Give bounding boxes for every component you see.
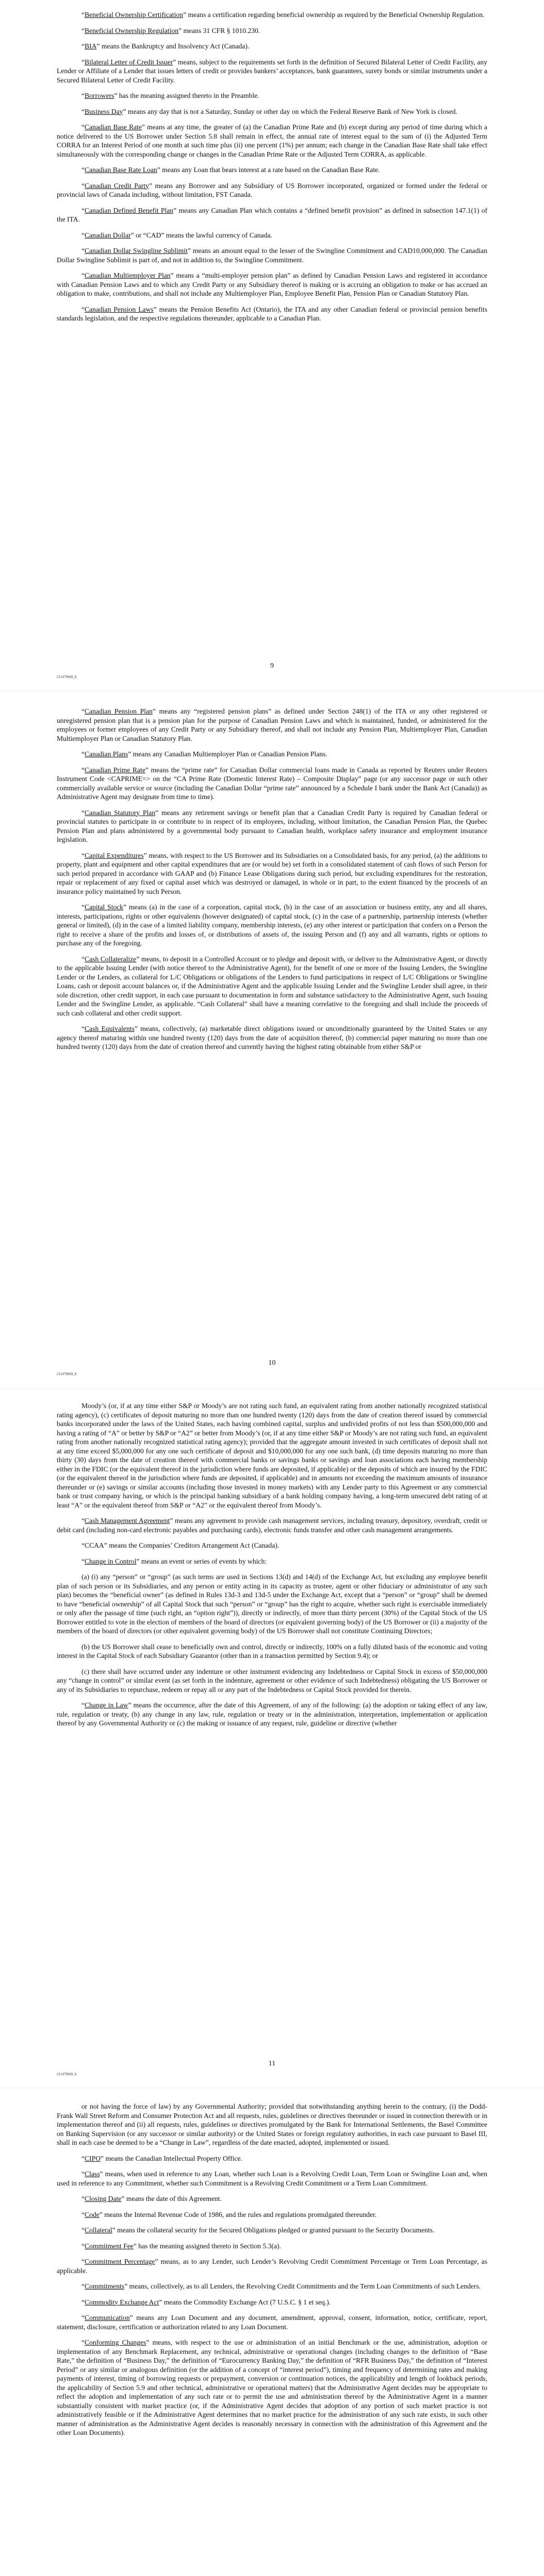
definition-text: means, to deposit in a Controlled Account or to pledge and deposit with, or deliver to the Administrative Agent, or directly to the applicable Issuing Lender (with notice thereof to the Administrative Agent), for the benefit of one or more of the Issuing Lenders, the Swingline Lender or the Lenders, as collateral for L/C Obligations or obligations of the Lenders to fund participations in respect of L/C Obligations or Swingline Loans, cash or deposit account balances or, if the Administrative Agent and the applicable Issuing Lender and the Swingline Lender shall agree, in their sole discretion, other credit support, in each case pursuant to documentation in form and substance satisfactory to the Administrative Agent, such Issuing Lender and the Swingline Lender, as applicable. “Cash Collateral” shall have a meaning correlative to the foregoing and shall include the proceeds of such cash collateral and other credit support.	[57, 955, 487, 1017]
definition-paragraph: “Canadian Dollar Swingline Sublimit” means an amount equal to the lesser of the Swingline Commitment and CAD10,000,000. The Canadian Dollar Swingline Sublimit is part of, and not in addition to, the Swingline Commitment.	[57, 247, 487, 264]
page-11	[0, 1401, 544, 1735]
definition-paragraph: “Canadian Defined Benefit Plan” means any Canadian Plan which contains a “defined benefit provision” as defined in subsection 147.1(1) of the ITA.	[57, 206, 487, 223]
definition-paragraph: “Class” means, when used in reference to any Loan, whether such Loan is a Revolving Credit Loan, Term Loan or Swingline Loan and, when used in reference to any Commitment, whether such Commitment is a Revolving Credit Commitment or a Term Loan Commitment.	[57, 2170, 487, 2187]
defined-term: Business Day	[85, 107, 123, 115]
definition-text: or not having the force of law) by any Governmental Authority; provided that notwithstanding anything herein to the contrary, (i) the Dodd-Frank Wall Street Reform and Consumer Protection Act and all requests, rules, guidelines or directives thereunder or issued in connection therewith or in implementation thereof and (ii) all requests, rules, guidelines or directives promulgated by the Bank for International Settlements, the Basel Committee on Banking Supervision (or any successor or similar authority) or the United States or foreign regulatory authorities, in each case pursuant to Basel III, shall in each case be deemed to be a “Change in Law”, regardless of the date enacted, adopted, implemented or issued.	[57, 2103, 487, 2146]
defined-term: Commodity Exchange Act	[85, 2298, 159, 2306]
definition-text: means, collectively, as to all Lenders, the Revolving Credit Commitments and the Term Loan Commitments of such Lenders.	[127, 2282, 481, 2290]
defined-term: Canadian Dollar Swingline Sublimit	[85, 247, 188, 255]
defined-term: Cash Equivalents	[85, 1025, 135, 1032]
defined-term: Canadian Dollar	[85, 231, 131, 239]
definition-text: means the Internal Revenue Code of 1986, and the rules and regulations promulgated thereunder.	[102, 2210, 377, 2218]
definition-paragraph: “Canadian Plans” means any Canadian Multiemployer Plan or Canadian Pension Plans.	[81, 750, 327, 758]
page-10	[0, 707, 544, 1058]
definition-paragraph: “Canadian Prime Rate” means the “prime rate” for Canadian Dollar commercial loans made in Canada as reported by Reuters under Reuters Instrument Code <CAPRIME=> on the “CA Prime Rate (Domestic Interest Rate) – Composite Display” page (or any successor page or such other commercially available service or source (including the Canadian Dollar “prime rate” announced by a Schedule I bank under the Bank Act (Canada)) as Administrative Agent may designate from time to time).	[57, 766, 487, 801]
definition-paragraph: “Beneficial Ownership Certification” means a certification regarding beneficial ownership as required by the Beneficial Ownership Regulation.	[81, 11, 485, 19]
definition-paragraph: “Bilateral Letter of Credit Issuer” means, subject to the requirements set forth in the definition of Secured Bilateral Letter of Credit Facility, any Lender or Affiliate of a Lender that issues letters of credit or provides bankers’ acceptances, bank guarantees, surety bonds or similar instruments under a Secured Bilateral Letter of Credit Facility.	[57, 58, 487, 84]
definition-paragraph: “Canadian Credit Party” means any Borrower and any Subsidiary of US Borrower incorporated, organized or formed under the federal or provincial laws of Canada including, without limitation, FST Canada.	[57, 181, 487, 198]
definition-paragraph: “Beneficial Ownership Regulation” means 31 CFR § 1010.230.	[81, 26, 260, 35]
definition-paragraph: “Communication” means any Loan Document and any document, amendment, approval, consent, information, notice, certificate, report, statement, disclosure, certification or authorization related to any Loan Document.	[57, 2314, 487, 2331]
definition-paragraph: “Closing Date” means the date of this Agreement.	[81, 2195, 222, 2202]
definition-paragraph: “Conforming Changes” means, with respect to the use or administration of an initial Benchmark or the use, administration, adoption or implementation of any Benchmark Replacement, any technical, administrative or operational changes (including changes to the definition of “Base Rate,” the definition of “Business Day,” the definition of “Eurocurrency Banking Day,” the definition of “RFR Business Day,” the definition of “Interest Period” or any similar or analogous definition (or the addition of a concept of “interest period”), timing and frequency of determining rates and making payments of interest, timing of borrowing requests or prepayment, conversion or continuation notices, the applicability and length of lookback periods, the applicability of Section 5.9 and other technical, administrative or operational matters) that the Administrative Agent decides may be appropriate to reflect the adoption and implementation of any such rate or to permit the use and administration thereof by the Administrative Agent in a manner substantially consistent with market practice (or, if the Administrative Agent decides that adoption of any portion of such market practice is not administratively feasible or if the Administrative Agent determines that no market practice for the administration of any such rate exists, in such other manner of administration as the Administrative Agent decides is reasonably necessary in connection with the administration of this Agreement and the other Loan Documents).	[57, 2338, 488, 2436]
defined-term: Cash Collateralize	[85, 955, 137, 963]
definition-text: means any Canadian Multiemployer Plan or Canadian Pension Plans.	[131, 750, 327, 758]
definition-text: means the “prime rate” for Canadian Dollar commercial loans made in Canada as reported by Reuters under Reuters Instrument Code <CAPRIME=> on the “CA Prime Rate (Domestic Interest Rate) – Composite Display” page (or any successor page or such other commercially available service or source (including the Canadian Dollar “prime rate” announced by a Schedule I bank under the Bank Act (Canada)) as Administrative Agent may designate from time to time).	[57, 766, 487, 801]
defined-term: Communication	[85, 2314, 130, 2321]
defined-term: Capital Stock	[85, 903, 124, 911]
definition-subclause	[57, 1667, 487, 1694]
definition-paragraph: “CIPO” means the Canadian Intellectual Property Office.	[81, 2154, 242, 2162]
page-break	[0, 690, 544, 691]
page-number: 10	[268, 1359, 276, 1367]
page-break	[0, 1388, 544, 1389]
definition-subclause	[57, 1572, 487, 1636]
definition-text: means (a) in the case of a corporation, capital stock, (b) in the case of an association or business entity, any and all shares, interests, participations, rights or other equivalents (however designated) of capital stock, (c) in the case of a partnership, partnership interests (whether general or limited), (d) in the case of a limited liability company, membership interests, (e) any other interest or participation that confers on a Person the right to receive a share of the profits and losses of, or distributions of assets of, the issuing Person and (f) any and all warrants, rights or options to purchase any of the foregoing.	[57, 903, 487, 947]
definition-text: means any agreement to provide cash management services, including treasury, depository, overdraft, credit or debit card (including non-card electronic payables and purchasing cards), electronic funds transfer and other cash management arrangements.	[57, 1517, 487, 1534]
defined-term: CIPO	[85, 2154, 101, 2162]
definition-text: means, as to any Lender, such Lender’s Revolving Credit Commitment Percentage or Term Loan Percentage, as applicable.	[57, 2258, 487, 2275]
defined-term: Canadian Base Rate	[85, 123, 142, 131]
definition-text: means a certification regarding beneficial ownership as required by the Beneficial Ownership Regulation.	[186, 11, 485, 19]
definition-text: means any Loan that bears interest at a rate based on the Canadian Base Rate.	[160, 166, 380, 174]
definition-paragraph	[57, 1401, 487, 1510]
definition-paragraph	[57, 2102, 487, 2147]
definition-text: means 31 CFR § 1010.230.	[182, 26, 260, 35]
definition-paragraph: “Canadian Pension Plan” means any “registered pension plans” as defined under Section 248(1) of the ITA or any other registered or unregistered pension plan that is a pension plan for the purpose of Canadian Pension Laws and which is maintained, funded, or administered for the employees or former employees of any Credit Party or any Subsidiary thereof, and shall not include any Pension Plan, Multiemployer Plan, Canadian Multiemployer Plan or Canadian Statutory Plan.	[57, 707, 487, 742]
defined-term: Canadian Defined Benefit Plan	[85, 206, 174, 214]
definition-paragraph: “Canadian Base Rate” means at any time, the greater of (a) the Canadian Prime Rate and (b) except during any period of time during which a notice delivered to the US Borrower under Section 5.8 shall remain in effect, the annual rate of interest equal to the sum of (i) the Adjusted Term CORRA for an Interest Period of one month at such time plus (ii) one percent (1%) per annum; each change in the Canadian Base Rate shall take effect simultaneously with the corresponding change or changes in the Canadian Prime Rate or the Adjusted Term CORRA, as applicable.	[57, 123, 488, 158]
definition-text: has the meaning assigned thereto in the Preamble.	[117, 92, 259, 99]
definition-text: (c) there shall have occurred under any indenture or other instrument evidencing any Indebtedness or Capital Stock in excess of $50,000,000 any “change in control” or similar event (as set forth in the indenture, agreement or other evidence of such Indebtedness) obligating the US Borrower or any of its Subsidiaries to repurchase, redeem or repay all or any part of the Indebtedness or Capital Stock provided for therein.	[57, 1667, 487, 1693]
definition-text: means any day that is not a Saturday, Sunday or other day on which the Federal Reserve Bank of New York is closed.	[126, 107, 457, 115]
document-id: 211479669_8	[57, 1372, 77, 1376]
defined-term: Canadian Plans	[85, 750, 128, 758]
definition-paragraph: “Cash Collateralize” means, to deposit in a Controlled Account or to pledge and deposit with, or deliver to the Administrative Agent, or directly to the applicable Issuing Lender (with notice thereof to the Administrative Agent), for the benefit of one or more of the Issuing Lenders, the Swingline Lender or the Lenders, as collateral for L/C Obligations or obligations of the Lenders to fund participations in respect of L/C Obligations or Swingline Loans, cash or deposit account balances or, if the Administrative Agent and the applicable Issuing Lender and the Swingline Lender shall agree, in their sole discretion, other credit support, in each case pursuant to documentation in form and substance satisfactory to the Administrative Agent, such Issuing Lender and the Swingline Lender, as applicable. “Cash Collateral” shall have a meaning correlative to the foregoing and shall include the proceeds of such cash collateral and other credit support.	[57, 955, 487, 1017]
document-id: 211479669_8	[57, 675, 77, 679]
defined-term: Canadian Multiemployer Plan	[85, 272, 171, 279]
definition-paragraph: “Capital Stock” means (a) in the case of a corporation, capital stock, (b) in the case of an association or business entity, any and all shares, interests, participations, rights or other equivalents (however designated) of capital stock, (c) in the case of a partnership, partnership interests (whether general or limited), (d) in the case of a limited liability company, membership interests, (e) any other interest or participation that confers on a Person the right to receive a share of the profits and losses of, or distributions of assets of, the issuing Person and (f) any and all warrants, rights or options to purchase any of the foregoing.	[57, 903, 487, 947]
definition-paragraph: “Cash Equivalents” means, collectively, (a) marketable direct obligations issued or unconditionally guaranteed by the United States or any agency thereof maturing within one hundred twenty (120) days from the date of acquisition thereof, (b) commercial paper maturing no more than one hundred twenty (120) days from the date of creation thereof and currently having the highest rating obtainable from either S&P or	[57, 1025, 487, 1050]
definition-text: means, with respect to the US Borrower and its Subsidiaries on a Consolidated basis, for any period, (a) the additions to property, plant and equipment and other capital expenditures that are (or would be) set forth in a consolidated statement of cash flows of such Person for such period prepared in accordance with GAAP and (b) Finance Lease Obligations during such period, but excluding expenditures for the restoration, repair or replacement of any fixed or capital asset which was destroyed or damaged, in whole or in part, to the extent financed by the proceeds of an insurance policy maintained by such Person.	[57, 851, 487, 895]
definition-paragraph: “Code” means the Internal Revenue Code of 1986, and the rules and regulations promulgated thereunder.	[81, 2210, 377, 2218]
definition-text: means any Canadian Plan which contains a “defined benefit provision” as defined in subsection 147.1(1) of the ITA.	[57, 206, 487, 223]
defined-term: Code	[85, 2210, 100, 2218]
definition-paragraph: “Canadian Multiemployer Plan” means a “multi-employer pension plan” as defined by Canadian Pension Laws and registered in accordance with Canadian Pension Laws and to which any Credit Party or any Subsidiary thereof is making or is accruing an obligation to make or has accrued an obligation to make, contributions, and shall not include any Multiemployer Plan, Employee Benefit Plan, Pension Plan or Canadian Statutory Plan.	[57, 272, 487, 297]
definition-paragraph: “Change in Law” means the occurrence, after the date of this Agreement, of any of the following: (a) the adoption or taking effect of any law, rule, regulation or treaty, (b) any change in any law, rule, regulation or treaty or in the administration, interpretation, implementation or application thereof by any Governmental Authority or (c) the making or issuance of any request, rule, guideline or directive (whether	[57, 1701, 487, 1727]
definition-paragraph: “Canadian Pension Laws” means the Pension Benefits Act (Ontario), the ITA and any other Canadian federal or provincial pension benefits standards legislation, and the respective regulations thereunder, applicable to a Canadian Plan.	[57, 305, 487, 322]
definition-subclause	[57, 1642, 487, 1660]
definition-text: means, with respect to the use or administration of an initial Benchmark or the use, administration, adoption or implementation of any Benchmark Replacement, any technical, administrative or operational changes (including changes to the definition of “Base Rate,” the definition of “Business Day,” the definition of “Eurocurrency Banking Day,” the definition of “RFR Business Day,” the definition of “Interest Period” or any similar or analogous definition (or the addition of a concept of “interest period”), timing and frequency of determining rates and making payments of interest, timing of borrowing requests or prepayment, conversion or continuation notices, the applicability and length of lookback periods, the applicability of Section 5.9 and other technical, administrative or operational matters) that the Administrative Agent decides may be appropriate to reflect the adoption and implementation of any such rate or to permit the use and administration thereof by the Administrative Agent in a manner substantially consistent with market practice (or, if the Administrative Agent decides that adoption of any portion of such market practice is not administratively feasible or if the Administrative Agent determines that no market practice for the administration of any such rate exists, in such other manner of administration as the Administrative Agent decides is reasonably necessary in connection with the administration of this Agreement and the other Loan Documents).	[57, 2338, 488, 2436]
defined-term: Beneficial Ownership Regulation	[85, 26, 179, 35]
definition-text: means, when used in reference to any Loan, whether such Loan is a Revolving Credit Loan, Term Loan or Swingline Loan and, when used in reference to any Commitment, whether such Commitment is a Revolving Credit Commitment or a Term Loan Commitment.	[57, 2170, 487, 2187]
page-12	[0, 2102, 544, 2444]
definition-text: means any “registered pension plans” as defined under Section 248(1) of the ITA or any other registered or unregistered pension plan that is a pension plan for the purpose of Canadian Pension Laws and which is maintained, funded, or administered for the employees or former employees of any Credit Party or any Subsidiary thereof, and shall not include any Pension Plan, Multiemployer Plan, Canadian Multiemployer Plan or Canadian Statutory Plan.	[57, 707, 487, 742]
definition-paragraph: “Commitment Percentage” means, as to any Lender, such Lender’s Revolving Credit Commitment Percentage or Term Loan Percentage, as applicable.	[57, 2258, 487, 2275]
defined-term: Bilateral Letter of Credit Issuer	[85, 58, 173, 66]
definition-text: or “CAD” means the lawful currency of Canada.	[134, 231, 272, 239]
defined-term: Class	[85, 2170, 100, 2178]
defined-term: Cash Management Agreement	[85, 1517, 170, 1524]
defined-term: Beneficial Ownership Certification	[85, 11, 184, 19]
definition-paragraph: “Capital Expenditures” means, with respect to the US Borrower and its Subsidiaries on a Consolidated basis, for any period, (a) the additions to property, plant and equipment and other capital expenditures that are (or would be) set forth in a consolidated statement of cash flows of such Person for such period prepared in accordance with GAAP and (b) Finance Lease Obligations during such period, but excluding expenditures for the restoration, repair or replacement of any fixed or capital asset which was destroyed or damaged, in whole or in part, to the extent financed by the proceeds of an insurance policy maintained by such Person.	[57, 851, 487, 895]
definition-text: means any Loan Document and any document, amendment, approval, consent, information, notice, certificate, report, statement, disclosure, certification or authorization related to any Loan Document.	[57, 2314, 487, 2331]
definition-text: means the Canadian Intellectual Property Office.	[104, 2154, 242, 2162]
defined-term: Capital Expenditures	[85, 851, 144, 859]
document-id: 211479669_8	[57, 2072, 77, 2076]
definition-text: (b) the US Borrower shall cease to beneficially own and control, directly or indirectly, 100% on a fully diluted basis of the economic and voting interest in the Capital Stock of each Subsidiary Guarantor (other than in a transaction permitted by Section 9.4); or	[57, 1642, 487, 1659]
definition-text: means the collateral security for the Secured Obligations pledged or granted pursuant to the Security Documents.	[115, 2226, 435, 2234]
definition-text: Moody’s (or, if at any time either S&P or Moody’s are not rating such fund, an equivalent rating from another nationally recognized statistical rating agency), (c) certificates of deposit maturing no more than one hundred twenty (120) days from the date of creation thereof issued by commercial banks incorporated under the laws of the United States, each having combined capital, surplus and undivided profits of not less than $500,000,000 and having a rating of “A” or better by S&P or “A2” or better from Moody’s (or, if at any time either S&P or Moody’s are not rating such fund, an equivalent rating from another nationally recognized statistical rating agency); provided that the aggregate amount invested in such certificates of deposit shall not at any time exceed $5,000,000 for any one such certificate of deposit and $10,000,000 for any one such bank, (d) time deposits maturing no more than thirty (30) days from the date of creation thereof with commercial banks or savings banks or savings and loan associations each having membership either in the FDIC (or the equivalent thereof in the jurisdiction where funds are deposited, if applicable) or the deposits of which are insured by the FDIC (or the equivalent thereof in the jurisdiction where funds are deposited, if applicable) and in amounts not exceeding the maximum amounts of insurance thereunder or (e) savings or similar accounts (including those invested in money markets) with any Lender party to this Agreement or any commercial bank or trust company having, or which is the principal banking subsidiary of a bank holding company having, a long-term unsecured debt rating of at least “A” or the equivalent thereof from S&P or “A2” or the equivalent thereof from Moody’s.	[57, 1402, 487, 1509]
definition-text: means, subject to the requirements set forth in the definition of Secured Bilateral Letter of Credit Facility, any Lender or Affiliate of a Lender that issues letters of credit or provides bankers’ acceptances, bank guarantees, surety bonds or similar instruments under a Secured Bilateral Letter of Credit Facility.	[57, 58, 487, 84]
defined-term: Change in Control	[85, 1557, 137, 1565]
defined-term: Canadian Base Rate Loan	[85, 166, 157, 174]
defined-term: BIA	[85, 42, 97, 50]
definition-paragraph: “Borrowers” has the meaning assigned thereto in the Preamble.	[81, 92, 259, 99]
definition-text: means the Commodity Exchange Act (7 U.S.C. § 1 et seq.).	[162, 2298, 331, 2306]
defined-term: Canadian Prime Rate	[85, 766, 145, 774]
definition-paragraph: “Canadian Dollar” or “CAD” means the lawful currency of Canada.	[81, 231, 272, 239]
definition-paragraph: “BIA” means the Bankruptcy and Insolvency Act (Canada).	[81, 42, 250, 50]
definition-text: means any retirement savings or benefit plan that a Canadian Credit Party is required by Canadian federal or provincial statutes to participate in or contribute to in respect of its employees, including, without limitation, the Canadian Pension Plan, the Quebec Pension Plan and plans administered by a governmental body pursuant to Canadian health, workplace safety insurance and employment insurance legislation.	[57, 808, 487, 843]
defined-term: Canadian Statutory Plan	[85, 808, 156, 817]
definition-paragraph: “Canadian Statutory Plan” means any retirement savings or benefit plan that a Canadian Credit Party is required by Canadian federal or provincial statutes to participate in or contribute to in respect of its employees, including, without limitation, the Canadian Pension Plan, the Quebec Pension Plan and plans administered by a governmental body pursuant to Canadian health, workplace safety insurance and employment insurance legislation.	[57, 808, 487, 843]
defined-term: Commitments	[85, 2282, 125, 2290]
definition-paragraph: “Canadian Base Rate Loan” means any Loan that bears interest at a rate based on the Canadian Base Rate.	[81, 166, 380, 174]
definition-text: means an event or series of events by which:	[139, 1557, 267, 1565]
page-9	[0, 10, 544, 330]
definition-text: means a “multi-employer pension plan” as defined by Canadian Pension Laws and registered in accordance with Canadian Pension Laws and to which any Credit Party or any Subsidiary thereof is making or is accruing an obligation to make or has accrued an obligation to make, contributions, and shall not include any Multiemployer Plan, Employee Benefit Plan, Pension Plan or Canadian Statutory Plan.	[57, 272, 487, 297]
page-number: 9	[270, 662, 274, 670]
definition-text: means at any time, the greater of (a) the Canadian Prime Rate and (b) except during any period of time during which a notice delivered to the US Borrower under Section 5.8 shall remain in effect, the annual rate of interest equal to the sum of (i) the Adjusted Term CORRA for an Interest Period of one month at such time plus (ii) one percent (1%) per annum; each change in the Canadian Base Rate shall take effect simultaneously with the corresponding change or changes in the Canadian Prime Rate or the Adjusted Term CORRA, as applicable.	[57, 123, 488, 158]
definition-paragraph: “Commodity Exchange Act” means the Commodity Exchange Act (7 U.S.C. § 1 et seq.).	[81, 2298, 331, 2306]
definition-paragraph	[57, 1541, 487, 1550]
defined-term: Change in Law	[85, 1701, 128, 1709]
definition-paragraph: “Business Day” means any day that is not a Saturday, Sunday or other day on which the Federal Reserve Bank of New York is closed.	[81, 107, 457, 115]
defined-term: Collateral	[85, 2226, 112, 2234]
definition-text: means the occurrence, after the date of this Agreement, of any of the following: (a) the adoption or taking effect of any law, rule, regulation or treaty, (b) any change in any law, rule, regulation or treaty or in the administration, interpretation, implementation or application thereof by any Governmental Authority or (c) the making or issuance of any request, rule, guideline or directive (whether	[57, 1701, 487, 1727]
definition-text: means the date of this Agreement.	[124, 2195, 222, 2202]
definition-text: has the meaning assigned thereto in Section 5.3(a).	[136, 2242, 281, 2250]
definition-text: means an amount equal to the lesser of the Swingline Commitment and CAD10,000,000. The Canadian Dollar Swingline Sublimit is part of, and not in addition to, the Swingline Commitment.	[57, 247, 487, 264]
defined-term: Closing Date	[85, 2195, 122, 2202]
defined-term: Commitment Fee	[85, 2242, 134, 2250]
definition-text: means, collectively, (a) marketable direct obligations issued or unconditionally guaranteed by the United States or any agency thereof maturing within one hundred twenty (120) days from the date of acquisition thereof, (b) commercial paper maturing no more than one hundred twenty (120) days from the date of creation thereof and currently having the highest rating obtainable from either S&P or	[57, 1025, 487, 1050]
definition-paragraph: “Collateral” means the collateral security for the Secured Obligations pledged or granted pursuant to the Security Documents.	[81, 2226, 435, 2234]
defined-term: Canadian Credit Party	[85, 181, 149, 190]
definition-paragraph: “Commitment Fee” has the meaning assigned thereto in Section 5.3(a).	[81, 2242, 281, 2250]
definition-text: “CCAA” means the Companies’ Creditors Arrangement Act (Canada).	[81, 1541, 279, 1549]
definition-text: means the Pension Benefits Act (Ontario), the ITA and any other Canadian federal or provincial pension benefits standards legislation, and the respective regulations thereunder, applicable to a Canadian Plan.	[57, 305, 487, 322]
defined-term: Commitment Percentage	[85, 2258, 155, 2265]
definition-paragraph: “Change in Control” means an event or series of events by which:	[81, 1557, 267, 1565]
defined-term: Conforming Changes	[85, 2338, 146, 2346]
defined-term: Canadian Pension Laws	[85, 305, 154, 313]
definition-text: (a) (i) any “person” or “group” (as such terms are used in Sections 13(d) and 14(d) of the Exchange Act, but excluding any employee benefit plan of such person or its Subsidiaries, and any person or entity acting in its capacity as trustee, agent or other fiduciary or administrator of any such plan) becomes the “beneficial owner” (as defined in Rules 13d-3 and 13d-5 under the Exchange Act, except that a “person” or “group” shall be deemed to have “beneficial ownership” of all Capital Stock that such “person” or “group” has the right to acquire, whether such right is exercisable immediately or only after the passage of time (such right, an “option right”)), directly or indirectly, of more than thirty percent (30%) of the Capital Stock of the US Borrower entitled to vote in the election of members of the board of directors (or equivalent governing body) of the US Borrower or (ii) a majority of the members of the board of directors (or other equivalent governing body) of the US Borrower shall not constitute Continuing Directors;	[57, 1573, 487, 1635]
definition-text: means any Borrower and any Subsidiary of US Borrower incorporated, organized or formed under the federal or provincial laws of Canada including, without limitation, FST Canada.	[57, 181, 487, 198]
page-number: 11	[268, 2060, 276, 2067]
definition-paragraph: “Commitments” means, collectively, as to all Lenders, the Revolving Credit Commitments and the Term Loan Commitments of such Lenders.	[81, 2282, 481, 2290]
definition-paragraph: “Cash Management Agreement” means any agreement to provide cash management services, including treasury, depository, overdraft, credit or debit card (including non-card electronic payables and purchasing cards), electronic funds transfer and other cash management arrangements.	[57, 1517, 487, 1534]
defined-term: Borrowers	[85, 92, 114, 99]
defined-term: Canadian Pension Plan	[85, 707, 153, 715]
definition-text: means the Bankruptcy and Insolvency Act (Canada).	[100, 42, 250, 50]
